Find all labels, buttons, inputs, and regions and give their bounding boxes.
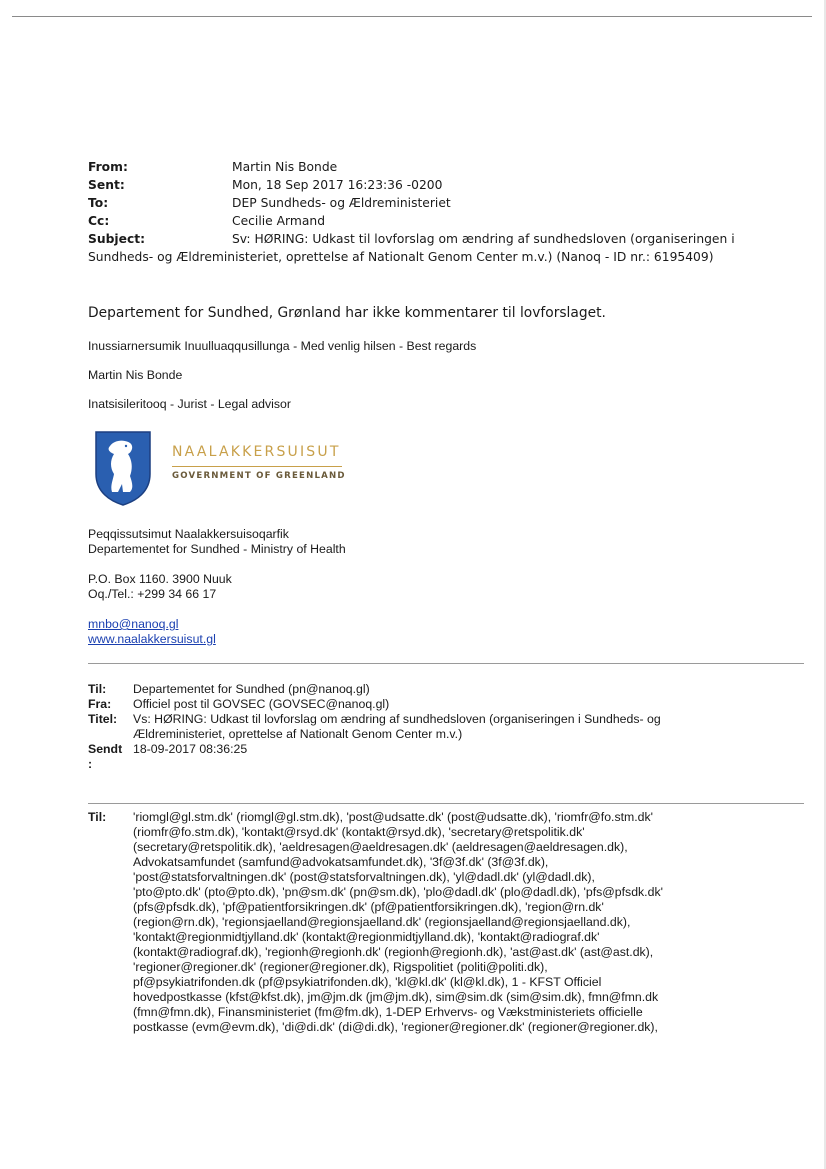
from-row [88,158,738,176]
cc-value: Cecilie Armand [232,214,326,228]
recipient-line: 'regioner@regioner.dk' (regioner@regioner.dk), Rigspolitiet (politi@politi.dk), [133,960,548,974]
cc-label: Cc: [88,214,110,228]
recipient-line: 'kontakt@regionmidtjylland.dk' (kontakt@regionmidtjylland.dk), 'kontakt@radiograf.dk' [133,930,600,944]
recipients-block [88,810,804,1035]
logo-rule [172,466,342,467]
recipient-line: (region@rn.dk), 'regionsjaelland@regionsjaelland.dk' (regionsjaelland@regionsjaelland.dk), [133,915,631,929]
sender-name: Martin Nis Bonde [88,368,183,382]
to-value: DEP Sundheds- og Ældreministeriet [232,196,451,210]
to-label: To: [88,196,109,210]
recipient-line: (riomfr@fo.stm.dk), 'kontakt@rsyd.dk' (kontakt@rsyd.dk), 'secretary@retspolitik.dk' [133,825,585,839]
greeting-text: Inussiarnersumik Inuulluaqqusillunga - Med venlig hilsen - Best regards [88,339,477,353]
fwd-titel-line-2: Ældreministeriet, oprettelse af Nationalt Genom Center m.v.) [133,727,463,741]
recipient-line: (kontakt@radiograf.dk), 'regionh@regionh.dk' (regionh@regionh.dk), 'ast@ast.dk' (ast@ast.dk), [133,945,654,959]
fwd-sendt-colon: : [88,757,93,771]
recipient-line: 'post@statsforvaltningen.dk' (post@statsforvaltningen.dk), 'yl@dadl.dk' (yl@dadl.dk), [133,870,595,884]
recipient-line: postkasse (evm@evm.dk), 'di@di.dk' (di@di.dk), 'regioner@regioner.dk' (regioner@regioner.dk), [133,1020,658,1034]
divider-2 [88,803,804,804]
subject-label: Subject: [88,232,146,246]
website-link[interactable] [88,632,216,647]
email-link[interactable] [88,617,178,632]
fwd-sendt-colon-row [88,757,804,772]
org-line-1: Peqqissutsimut Naalakkersuisoqarfik [88,527,289,541]
subject-row [88,230,738,248]
recipient-line: hovedpostkasse (kfst@kfst.dk), jm@jm.dk (jm@jm.dk), sim@sim.dk (sim@sim.dk), fmn@fmn.dk [133,990,659,1004]
fwd-sendt-value: 18-09-2017 08:36:25 [133,742,248,756]
cc-row [88,212,738,230]
sent-row [88,176,738,194]
recipients-list [133,810,804,1035]
org-line-2: Departementet for Sundhed - Ministry of Health [88,542,346,556]
subject-continuation: Sundheds- og Ældreministeriet, oprettelse af Nationalt Genom Center m.v.) (Nanoq - ID nr.: 6195409) [88,250,714,264]
to-row [88,194,738,212]
message-text: Departement for Sundhed, Grønland har ikke kommentarer til lovforslaget. [88,305,606,321]
recipient-line: pf@psykiatrifonden.dk (pf@psykiatrifonden.dk), 'kl@kl.dk' (kl@kl.dk), 1 - KFST Officiel [133,975,602,989]
fwd-titel-label: Titel: [88,712,118,726]
po-box: P.O. Box 1160. 3900 Nuuk [88,572,232,586]
email-header [88,158,738,266]
sent-value: Mon, 18 Sep 2017 16:23:36 -0200 [232,178,443,192]
recipient-line: (secretary@retspolitik.dk), 'aeldresagen@aeldresagen.dk' (aeldresagen@aeldresagen.dk), [133,840,628,854]
phone: Oq./Tel.: +299 34 66 17 [88,587,217,601]
top-rule [12,16,812,17]
from-label: From: [88,160,128,174]
recipient-line: (pfs@pfsdk.dk), 'pf@patientforsikringen.dk' (pf@patientforsikringen.dk), 'region@rn.dk' [133,900,604,914]
divider-1 [88,663,804,664]
recipients-label: Til: [88,810,107,824]
fwd-sendt-row [88,742,804,757]
sent-label: Sent: [88,178,125,192]
fwd-sendt-label: Sendt [88,742,123,756]
fwd-til-value: Departementet for Sundhed (pn@nanoq.gl) [133,682,370,696]
fwd-titel-line-1: Vs: HØRING: Udkast til lovforslag om ændring af sundhedsloven (organiseringen i Sundheds- og [133,712,661,726]
recipient-line: (fmn@fmn.dk), Finansministeriet (fm@fm.dk), 1-DEP Erhvervs- og Vækstministeriets officielle [133,1005,643,1019]
email-link-text[interactable]: mnbo@nanoq.gl [88,617,179,631]
fwd-fra-row [88,697,804,712]
recipient-line: 'pto@pto.dk' (pto@pto.dk), 'pn@sm.dk' (pn@sm.dk), 'plo@dadl.dk' (plo@dadl.dk), 'pfs@pfsdk.dk' [133,885,663,899]
recipient-line: 'riomgl@gl.stm.dk' (riomgl@gl.stm.dk), 'post@udsatte.dk' (post@udsatte.dk), 'riomfr@fo.stm.dk' [133,810,654,824]
fwd-fra-label: Fra: [88,697,112,711]
website-link-text[interactable]: www.naalakkersuisut.gl [88,632,216,646]
fwd-fra-value: Officiel post til GOVSEC (GOVSEC@nanoq.gl) [133,697,390,711]
logo-subtitle: GOVERNMENT OF GREENLAND [172,471,346,481]
recipient-line: Advokatsamfundet (samfund@advokatsamfundet.dk), '3f@3f.dk' (3f@3f.dk), [133,855,549,869]
fwd-til-row [88,682,804,697]
forwarded-header [88,682,804,772]
from-value: Martin Nis Bonde [232,160,338,174]
polar-bear-shield-icon [92,428,154,506]
fwd-titel-row [88,712,804,742]
logo-name: NAALAKKERSUISUT [172,444,341,460]
subject-value: Sv: HØRING: Udkast til lovforslag om ændring af sundhedsloven (organiseringen i [232,232,735,246]
sender-title: Inatsisileritooq - Jurist - Legal advisor [88,397,291,411]
fwd-til-label: Til: [88,682,107,696]
